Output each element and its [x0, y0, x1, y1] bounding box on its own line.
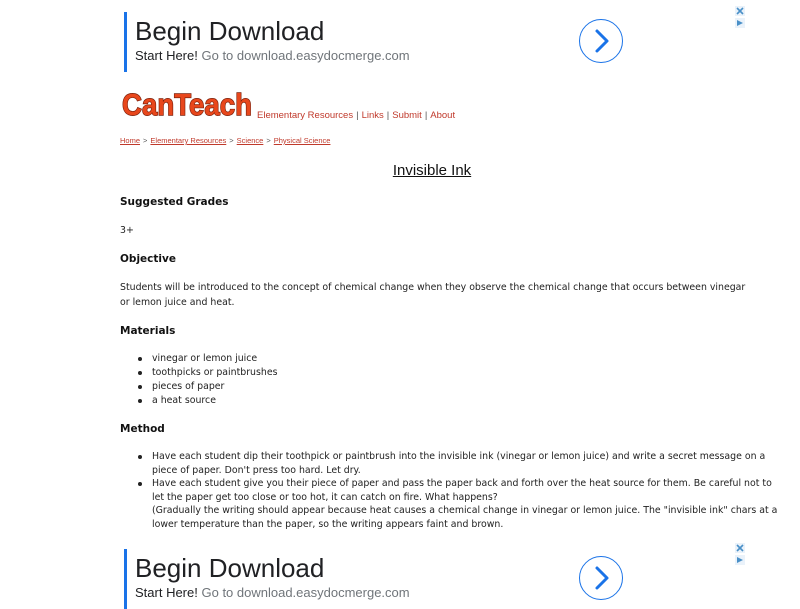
- list-item: vinegar or lemon juice: [152, 352, 784, 366]
- nav-separator: |: [356, 110, 359, 121]
- materials-list: [120, 352, 784, 408]
- site-logo[interactable]: [120, 86, 254, 122]
- site-logo-text: CanTeach: [122, 87, 252, 122]
- objective-text: Students will be introduced to the concept of chemical change when they observe the chemical change that occurs between vinegar or lemon juice and heat.: [120, 282, 746, 308]
- breadcrumb: [120, 136, 330, 146]
- breadcrumb-separator: >: [143, 136, 148, 145]
- objective-heading: Objective: [120, 253, 176, 265]
- chevron-right-icon[interactable]: [579, 19, 623, 63]
- method-list: [120, 450, 784, 532]
- ad-subtitle-strong: Start Here!: [135, 48, 198, 63]
- breadcrumb-physical-science[interactable]: Physical Science: [273, 136, 331, 145]
- ad-banner-top[interactable]: [124, 9, 748, 69]
- ad-subtitle-link[interactable]: Go to download.easydocmerge.com: [201, 48, 410, 63]
- ad-subtitle-strong: Start Here!: [135, 585, 198, 600]
- list-item: toothpicks or paintbrushes: [152, 366, 784, 380]
- nav-about[interactable]: About: [430, 110, 456, 121]
- ad-title[interactable]: Begin Download: [135, 16, 325, 46]
- method-heading: Method: [120, 423, 165, 435]
- list-item: [152, 450, 784, 477]
- ad-subtitle-link[interactable]: Go to download.easydocmerge.com: [201, 585, 410, 600]
- top-navigation: [257, 110, 455, 122]
- ad-accent-bar: [124, 12, 127, 72]
- nav-links[interactable]: Links: [361, 110, 384, 121]
- ad-close-controls[interactable]: [734, 5, 746, 29]
- grades-text: 3+: [120, 225, 134, 236]
- chevron-right-icon[interactable]: [579, 556, 623, 600]
- breadcrumb-home[interactable]: Home: [120, 136, 141, 145]
- nav-submit[interactable]: Submit: [392, 110, 422, 121]
- nav-elementary-resources[interactable]: Elementary Resources: [257, 110, 354, 121]
- breadcrumb-separator: >: [229, 136, 234, 145]
- ad-accent-bar: [124, 549, 127, 609]
- grades-heading: Suggested Grades: [120, 196, 229, 208]
- list-item: a heat source: [152, 394, 784, 408]
- breadcrumb-science[interactable]: Science: [236, 136, 264, 145]
- list-item: [152, 477, 784, 531]
- method-step-note: (Gradually the writing should appear because heat causes a chemical change in vinegar or lemon juice. The "invisible ink" chars at a lower temperature than the paper, so the writing appears faint and brown.: [152, 505, 778, 530]
- page-title: Invisible Ink: [392, 162, 472, 179]
- method-step-text: Have each student dip their toothpick or paintbrush into the invisible ink (vinegar or lemon juice) and write a secret message on a piece of paper. Don't press too hard. Let dry.: [152, 451, 766, 476]
- ad-banner-bottom[interactable]: [124, 546, 748, 606]
- ad-close-controls[interactable]: [734, 542, 746, 566]
- breadcrumb-separator: >: [266, 136, 271, 145]
- nav-separator: |: [424, 110, 428, 121]
- ad-subtitle[interactable]: [135, 585, 410, 601]
- materials-heading: Materials: [120, 325, 176, 337]
- method-step-text: Have each student give you their piece of paper and pass the paper back and forth over the heat source for them. Be careful not to let the paper get too close or too hot, it can catch on fire. What happens?: [152, 478, 772, 503]
- ad-subtitle[interactable]: [135, 48, 410, 64]
- breadcrumb-elementary-resources[interactable]: Elementary Resources: [150, 136, 227, 145]
- ad-title[interactable]: Begin Download: [135, 553, 325, 583]
- list-item: pieces of paper: [152, 380, 784, 394]
- nav-separator: |: [386, 110, 390, 121]
